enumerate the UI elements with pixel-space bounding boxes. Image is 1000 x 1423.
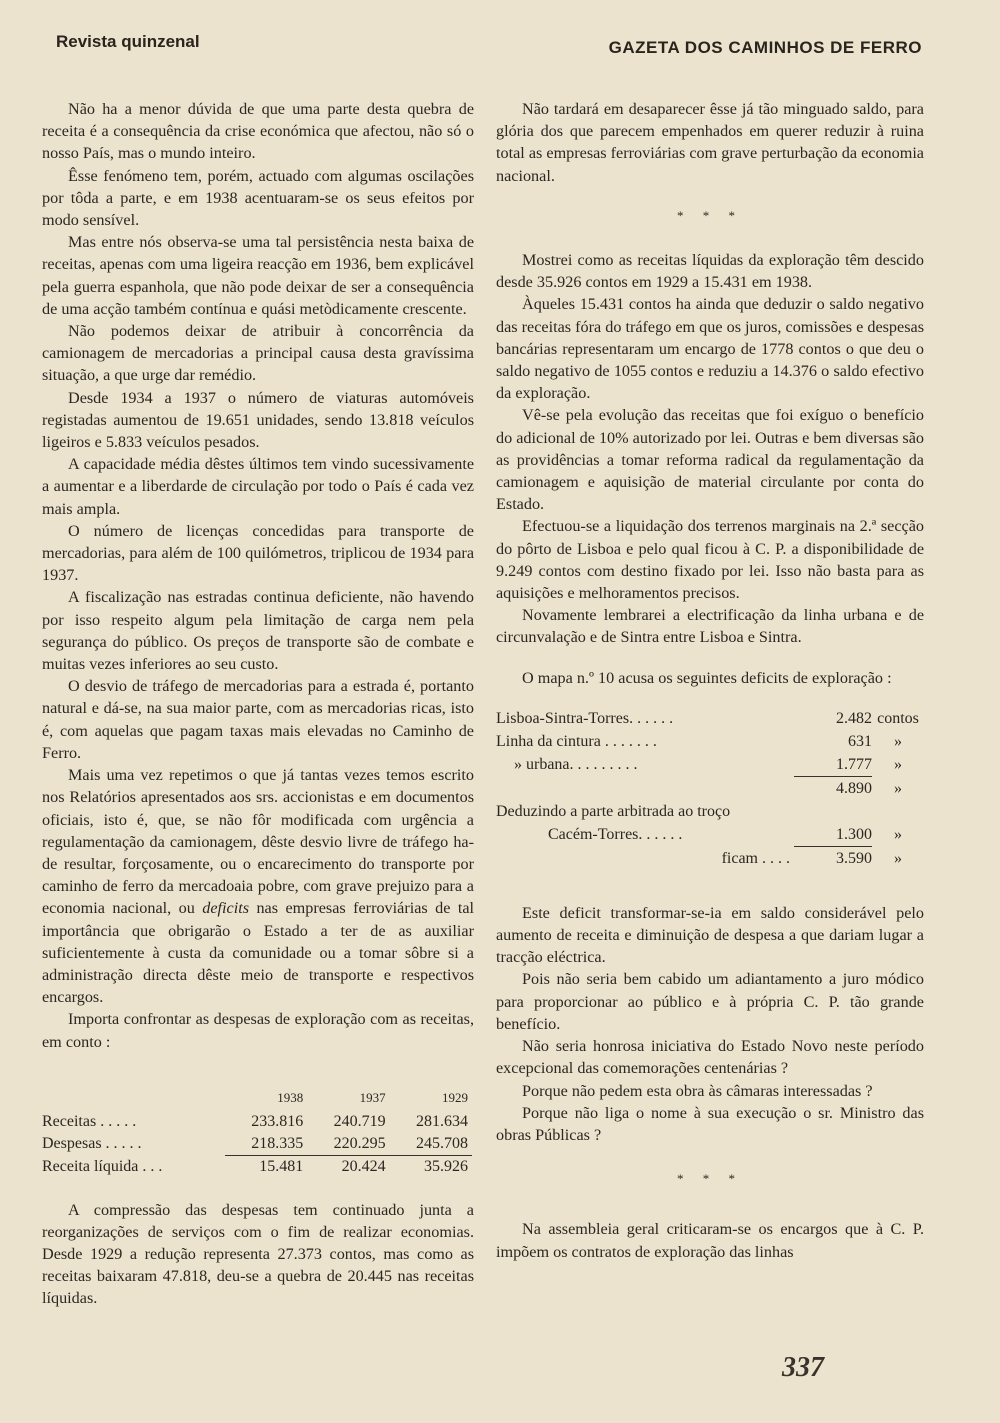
table-header-year: 1937 <box>359 1089 386 1105</box>
unit: » <box>894 755 902 773</box>
cell: 245.708 <box>390 1133 472 1156</box>
finance-table <box>42 1087 472 1179</box>
unit: » <box>894 825 902 843</box>
table-row <box>496 823 924 847</box>
row-label: Deduzindo a parte arbitrada ao troço <box>496 802 731 820</box>
paragraph: Na assembleia geral criticaram-se os encargos que à C. P. impõem os contratos de exploração das linhas <box>496 1220 924 1261</box>
table-row <box>496 753 924 777</box>
paragraph: Mostrei como as receitas líquidas da exploração têm descido desde 35.926 contos em 1929 a 15.431 em 1938. <box>496 251 924 292</box>
cell: 233.816 <box>251 1112 304 1130</box>
cell: 15.481 <box>259 1158 304 1176</box>
unit <box>872 800 924 823</box>
emphasis-deficits: deficits <box>202 899 250 918</box>
paragraph: Desde 1934 a 1937 o número de viaturas automóveis registadas aumentou de 19.651 unidades, sendo 13.818 veículos ligeiros e 5.833 veículos pesados. <box>42 388 474 452</box>
running-header-right: GAZETA DOS CAMINHOS DE FERRO <box>608 38 922 57</box>
cell: 2.482 <box>836 709 872 727</box>
paragraph: A fiscalização nas estradas continua deficiente, não havendo por isso respeito algum pela limitação de carga nem pela segurança do público. Os preços de transporte são de combate e muitas vezes inferiores ao seu custo. <box>42 588 474 674</box>
paragraph <box>42 764 474 1008</box>
page-number: 337 <box>782 1352 824 1383</box>
cell: 3.590 <box>836 849 872 867</box>
deficit-table <box>496 707 924 870</box>
paragraph: Êsse fenómeno tem, porém, actuado com algumas oscilações por tôda a parte, e em 1938 acentuaram-se os seus efeitos por modo sensível. <box>42 166 474 230</box>
unit: » <box>894 779 902 797</box>
unit: contos <box>877 709 919 727</box>
table-header-year: 1929 <box>442 1089 468 1105</box>
paragraph: Não tardará em desaparecer êsse já tão minguado saldo, para glória dos que parecem empenhados em querer reduzir à ruina total as empresas ferroviárias com grave perturbação da economia nacional. <box>496 100 924 185</box>
table-row <box>42 1111 472 1133</box>
cell: 1.300 <box>794 823 872 847</box>
paragraph: Importa confrontar as despesas de exploração com as receitas, em conto : <box>42 1010 474 1051</box>
paragraph: A compressão das despesas tem continuado junta a reorganizações de serviços com o fim de realizar economias. Desde 1929 a redução representa 27.373 contos, mas como as receitas baixaram 47.818, deu-se a quebra de 20.445 nas receitas líquidas. <box>42 1200 474 1308</box>
paragraph: Mas entre nós observa-se uma tal persistência nesta baixa de receitas, apenas com uma ligeira reacção em 1936, bem explicável pela guerra espanhola, que não pode deixar de ser a consequência de uma acção também contínua e quási metòdicamente crescente. <box>42 233 474 318</box>
paragraph: Efectuou-se a liquidação dos terrenos marginais na 2.ª secção do pôrto de Lisboa e pelo qual ficou à C. P. a disponibilidade de 9.249 contos com destino fixado por lei. Isso não basta para as aquisições e melhoramentos precisos. <box>496 517 924 603</box>
table-row <box>42 1156 472 1179</box>
paragraph-text: nas empresas ferroviárias de tal importância que obrigarão o Estado a ter de as auxiliar suficientemente à custa da comunidade ou a tomar sôbre si a administração directa dêste meio de transporte e respectivos encargos. <box>42 899 474 1007</box>
table-row <box>496 777 924 800</box>
table-row <box>496 800 924 823</box>
paragraph: Porque não pedem esta obra às câmaras interessadas ? <box>522 1081 873 1100</box>
paragraph: Não seria honrosa iniciativa do Estado Novo neste período excepcional das comemorações centenárias ? <box>496 1037 924 1078</box>
paragraph: Não podemos deixar de atribuir à concorrência da camionagem de mercadorias a principal causa desta gravíssima situação, a que urge dar remédio. <box>42 322 474 385</box>
cell: 35.926 <box>424 1158 468 1176</box>
table-header-empty <box>42 1087 225 1111</box>
table-row <box>496 847 924 870</box>
left-column <box>42 98 474 1310</box>
table-row <box>496 707 924 730</box>
paragraph: Não ha a menor dúvida de que uma parte desta quebra de receita é a consequência da crise económica que afectou, não só o nosso País, mas o mundo inteiro. <box>42 100 474 163</box>
cell: 281.634 <box>416 1112 468 1130</box>
row-label: Despesas . . . . . <box>42 1135 142 1153</box>
paragraph-text: Mais uma vez repetimos o que já tantas vezes temos escrito nos Relatórios apresentados aos srs. accionistas e em documentos oficiais, isto é, que, se não fôr modificada com urgência a regulamentação da camionagem, dêste desvio livre de tráfego ha-de resultar, forçosamente, ou o encarecimento do transporte por caminho de ferro da mercadoaia pobre, com grave prejuizo para a economia nacional, ou <box>42 766 474 918</box>
row-label: » urbana. . . . . . . . . <box>514 755 638 773</box>
table-row <box>42 1133 472 1156</box>
row-label: Cacém-Torres. . . . . . <box>548 825 683 843</box>
row-label <box>496 777 794 800</box>
paragraph: O desvio de tráfego de mercadorias para a estrada é, portanto natural e dá-se, na sua maior parte, com as mercadorias ricas, isto é, com aquelas que pagam taxas mais elevadas no Caminho de Ferro. <box>42 677 474 762</box>
paragraph: Novamente lembrarei a electrificação da linha urbana e de circunvalação e de Sintra entre Lisboa e Sintra. <box>496 606 924 647</box>
paragraph: Porque não liga o nome à sua execução o sr. Ministro das obras Públicas ? <box>496 1103 924 1144</box>
row-label: Linha da cintura . . . . . . . <box>496 732 657 750</box>
paragraph: O número de licenças concedidas para transporte de mercadorias, para além de 100 quilómetros, triplicou de 1934 para 1937. <box>42 521 474 585</box>
table-header-year: 1938 <box>277 1089 304 1105</box>
cell: 220.295 <box>307 1133 389 1156</box>
paragraph: Este deficit transformar-se-ia em saldo considerável pelo aumento de receita e diminuição de despesa a que dariam lugar a tracção eléctrica. <box>496 903 924 967</box>
unit: » <box>894 732 902 750</box>
paragraph: Pois não seria bem cabido um adiantamento a juro módico para proporcionar ao público e à própria C. P. tão grande benefício. <box>496 970 924 1033</box>
paragraph: Àqueles 15.431 contos ha ainda que deduzir o saldo negativo das receitas fóra do tráfego em que os juros, comissões e despesas bancárias representaram um encargo de 1778 contos o que deu o saldo negativo de 1055 contos e reduziu a 14.376 o saldo efectivo da exploração. <box>496 295 924 403</box>
row-label: Receitas . . . . . <box>42 1112 137 1130</box>
cell: 240.719 <box>333 1112 386 1130</box>
table-header-row <box>42 1087 472 1111</box>
section-separator: * * * <box>677 207 743 223</box>
row-label: Receita líquida . . . <box>42 1158 163 1176</box>
cell: 631 <box>848 732 872 750</box>
cell <box>794 800 872 823</box>
cell: 20.424 <box>341 1158 386 1176</box>
table-row <box>496 730 924 753</box>
row-label: ficam . . . . <box>721 849 790 867</box>
paragraph: O mapa n.º 10 acusa os seguintes deficits de exploração : <box>522 668 892 687</box>
unit: » <box>894 849 902 867</box>
right-column <box>496 98 924 1263</box>
cell: 218.335 <box>225 1133 307 1156</box>
cell: 1.777 <box>794 753 872 777</box>
section-separator: * * * <box>677 1171 743 1187</box>
paragraph: Vê-se pela evolução das receitas que foi exíguo o benefício do adicional de 10% autorizado por lei. Outras e bem diversas são as providências a tomar reforma radical da regulamentação da camionagem e aquisição de material circulante por conta do Estado. <box>496 406 924 514</box>
running-header-left: Revista quinzenal <box>56 32 200 51</box>
paragraph: A capacidade média dêstes últimos tem vindo sucessivamente a aumentar e a liberdarde de circulação por todo o País é cada vez mais ampla. <box>42 455 474 518</box>
row-label: Lisboa-Sintra-Torres. . . . . . <box>496 709 674 727</box>
cell: 4.890 <box>836 779 872 797</box>
